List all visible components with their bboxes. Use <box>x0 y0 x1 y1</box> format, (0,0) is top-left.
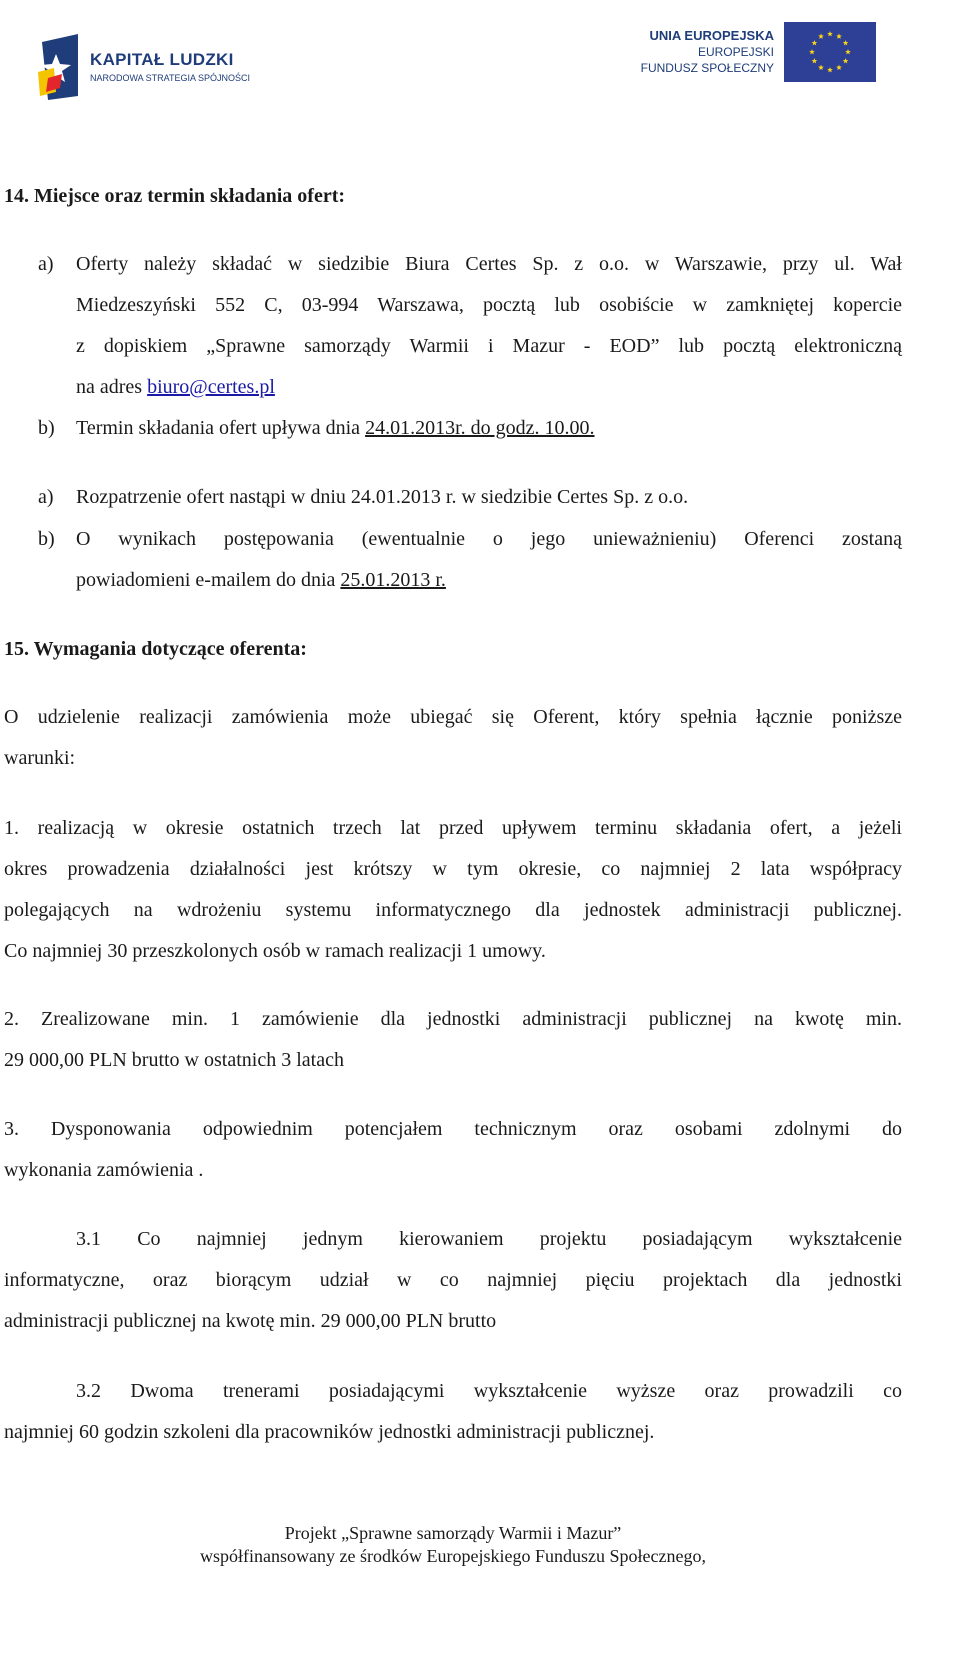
section-15-heading <box>4 636 307 662</box>
req31-line2: informatyczne, oraz biorącym udział w co najmniej pięciu projektach dla jednostki <box>4 1269 902 1291</box>
req1-line1: 1. realizacją w okresie ostatnich trzech lat przed upływem terminu składania ofert, a jeżeli <box>4 817 902 839</box>
item-a-line1: Oferty należy składać w siedzibie Biura Certes Sp. z o.o. w Warszawie, przy ul. Wał <box>76 253 902 275</box>
item-a-line3: z dopiskiem „Sprawne samorządy Warmii i Mazur - EOD” lub pocztą elektroniczną <box>76 335 902 357</box>
footer-line2: współfinansowany ze środków Europejskiego Funduszu Społecznego, <box>200 1546 706 1566</box>
item-a-line4 <box>76 374 275 400</box>
item-a-line2: Miedzeszyński 552 C, 03-994 Warszawa, pocztą lub osobiście w zamkniętej kopercie <box>76 294 902 316</box>
kapital-ludzki-subtitle: NARODOWA STRATEGIA SPÓJNOŚCI <box>90 73 251 83</box>
req3-line1: 3. Dysponowania odpowiednim potencjałem technicznym oraz osobami zdolnymi do <box>4 1118 902 1140</box>
eu-flag-icon <box>784 22 876 82</box>
req2-line2: 29 000,00 PLN brutto w ostatnich 3 latach <box>4 1049 344 1071</box>
item-b2-line1: O wynikach postępowania (ewentualnie o jego unieważnieniu) Oferenci zostaną <box>76 528 902 550</box>
item-a2-label: a) <box>38 486 54 508</box>
req32-line2: najmniej 60 godzin szkoleni dla pracowników jednostki administracji publicznej. <box>4 1421 655 1443</box>
notify-date: 25.01.2013 r. <box>340 569 446 591</box>
req1-line3: polegających na wdrożeniu systemu informatycznego dla jednostek administracji publicznej. <box>4 899 902 921</box>
email-link[interactable]: biuro@certes.pl <box>147 376 275 398</box>
req32-line1: 3.2 Dwoma trenerami posiadającymi wykształcenie wyższe oraz prowadzili co <box>76 1380 902 1402</box>
intro-line1: O udzielenie realizacji zamówienia może ubiegać się Oferent, który spełnia łącznie poniższe <box>4 706 902 728</box>
req2-line1: 2. Zrealizowane min. 1 zamówienie dla jednostki administracji publicznej na kwotę min. <box>4 1008 902 1030</box>
item-a-label: a) <box>38 253 54 275</box>
footer-line1: Projekt „Sprawne samorządy Warmii i Mazur” <box>284 1523 622 1543</box>
req3-line2: wykonania zamówienia . <box>4 1159 204 1181</box>
item-a2-text: Rozpatrzenie ofert nastąpi w dniu 24.01.2013 r. w siedzibie Certes Sp. z o.o. <box>76 486 689 508</box>
item-b-text <box>76 415 595 441</box>
section-14-heading: 14. Miejsce oraz termin składania ofert: <box>4 185 346 207</box>
deadline-prefix: Termin składania ofert upływa dnia <box>76 417 361 439</box>
intro-line2: warunki: <box>4 747 76 769</box>
item-b2-label: b) <box>38 528 55 550</box>
section-15-title: Wymagania dotyczące oferenta: <box>33 638 307 660</box>
eu-logo-text <box>640 28 774 76</box>
req1-line2: okres prowadzenia działalności jest krótszy w tym okresie, co najmniej 2 lata współpracy <box>4 858 902 880</box>
req1-line4: Co najmniej 30 przeszkolonych osób w ramach realizacji 1 umowy. <box>4 940 546 962</box>
eu-logo-line2: EUROPEJSKI <box>697 45 774 59</box>
kapital-ludzki-title: KAPITAŁ LUDZKI <box>90 50 234 69</box>
req31-line1: 3.1 Co najmniej jednym kierowaniem projektu posiadającym wykształcenie <box>76 1228 902 1250</box>
section-15-number: 15. <box>4 638 29 660</box>
email-prefix: na adres <box>76 376 143 398</box>
req31-line3: administracji publicznej na kwotę min. 29 000,00 PLN brutto <box>4 1310 497 1332</box>
item-b-label: b) <box>38 417 55 439</box>
notify-prefix: powiadomieni e-mailem do dnia <box>76 569 336 591</box>
item-b2-line2 <box>76 567 446 593</box>
eu-logo-line3: FUNDUSZ SPOŁECZNY <box>640 61 774 75</box>
eu-logo-line1: UNIA EUROPEJSKA <box>649 28 774 43</box>
deadline-date: 24.01.2013r. do godz. 10.00. <box>365 417 595 439</box>
